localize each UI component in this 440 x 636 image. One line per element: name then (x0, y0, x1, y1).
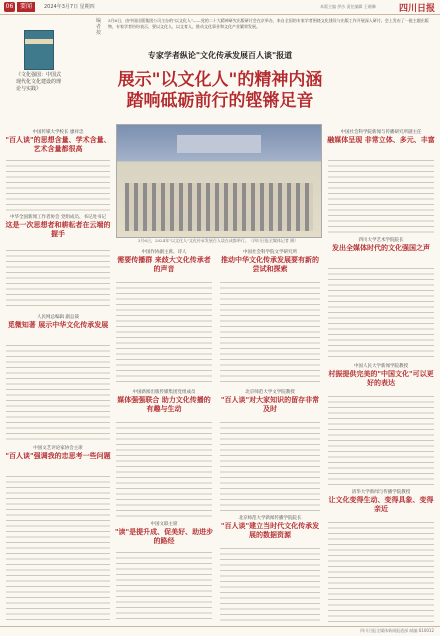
page-number: 06 (5, 3, 14, 10)
section-heading: 中国社会科学院文学研究所 推动中华文化传承发展要有新的尝试和探索 (221, 250, 319, 273)
page-header (0, 0, 440, 15)
article-body-text (328, 160, 434, 234)
article-body-text (6, 476, 110, 622)
section-heading: 清华大学新闻与传播学院教授 让文化变得生动、变得具象、变得亲近 (328, 490, 434, 513)
conference-photo (116, 124, 322, 238)
section-heading: 人民网总编辑 副总裁 觅微知著 展示中华文化传承发展 (7, 315, 109, 329)
section-heading: 中华全国新闻工作者协会 党组成员、书记处书记 这是一次思想者和耕耘者在云端的握手 (5, 215, 111, 238)
article-kicker: 专家学者纵论"文化传承发展百人谈"报道 (147, 51, 293, 60)
book-caption: 《文化强国：中国式现代化文化建设的理论与实践》 (16, 72, 62, 92)
article-body-text (116, 422, 212, 518)
article-body-text (116, 282, 212, 386)
article-body-text (328, 268, 434, 360)
article-body-text (220, 548, 320, 622)
section-heading: 北京师范大学文学院教授 "百人谈"对大家知识的留存非常及时 (220, 390, 320, 413)
editor-credits: 本版主编 伊沙 责任编辑 王晓琳 (320, 4, 376, 9)
section-heading: 中国社会科学院新闻与传播研究所副主任 融媒体呈现 非常立体、多元、丰富 (327, 130, 435, 144)
editor-note-label: 编者按 (96, 18, 102, 36)
article-body-text (6, 250, 110, 310)
headline-line-2: 踏响砥砺前行的铿锵足音 (126, 91, 314, 111)
intro-paragraph: 3月6日，由中国出版集团公司主办的"以文化人"——党的二十大精神研究出版研讨会在京举办，来自全国的专家学者围绕文化建设与出版工作开展深入研讨。会上发布了一批主题出版物，专家学者纷纷表示，要以文化人、以文育人，推动文化事业和文化产业繁荣发展。 (108, 18, 429, 29)
section-heading: 中国新闻出版传媒集团党组成员 媒体强强联合 助力文化传播的有趣与生动 (117, 390, 211, 413)
article-body-text (328, 396, 434, 486)
section-heading: 中国作协副主席、诗人 需要传播群 来歧大文化传承者的声音 (117, 250, 211, 273)
article-body-text (328, 522, 434, 622)
section-heading: 中国文联主席 "读"是提升成、促美好、助进步的路经 (114, 522, 214, 545)
newspaper-logo: 四川日报 (398, 4, 435, 14)
section-heading: 中国人民大学新闻学院教授 村振提供完美的"中国文化"可以更好的表达 (328, 364, 434, 387)
section-heading: 北京师范大学新闻传播学院院长 "百人谈"建立当时代文化传承发展的数据资源 (220, 516, 320, 539)
section-badge: 要闻 (17, 2, 35, 12)
section-heading: 四川大学艺术学院院长 发出全媒体时代的文化强国之声 (332, 238, 430, 252)
photo-caption: 3月6日，2024年"以文化人"文化传承发展百人谈在成都举行。（四川日报全媒体记者 摄） (137, 238, 299, 243)
footer-text: 四川日报全媒体新闻报道部 邮编 610012 (360, 628, 434, 633)
headline-line-1: 展示"以文化人"的精神内涵 (117, 70, 323, 90)
section-heading: 中国文艺评论家协会主席 "百人谈"强调我的忠思考一些问题 (5, 446, 111, 460)
article-body-text (6, 160, 110, 212)
article-body-text (6, 345, 110, 440)
article-body-text (116, 552, 212, 622)
section-heading: 中国传媒大学校长 廖祥忠 "百人谈"的思想含量、学术含量、艺术含量都很高 (5, 130, 111, 153)
article-body-text (220, 282, 320, 386)
article-body-text (220, 422, 320, 512)
issue-date: 2024年3月7日 星期四 (44, 4, 95, 10)
